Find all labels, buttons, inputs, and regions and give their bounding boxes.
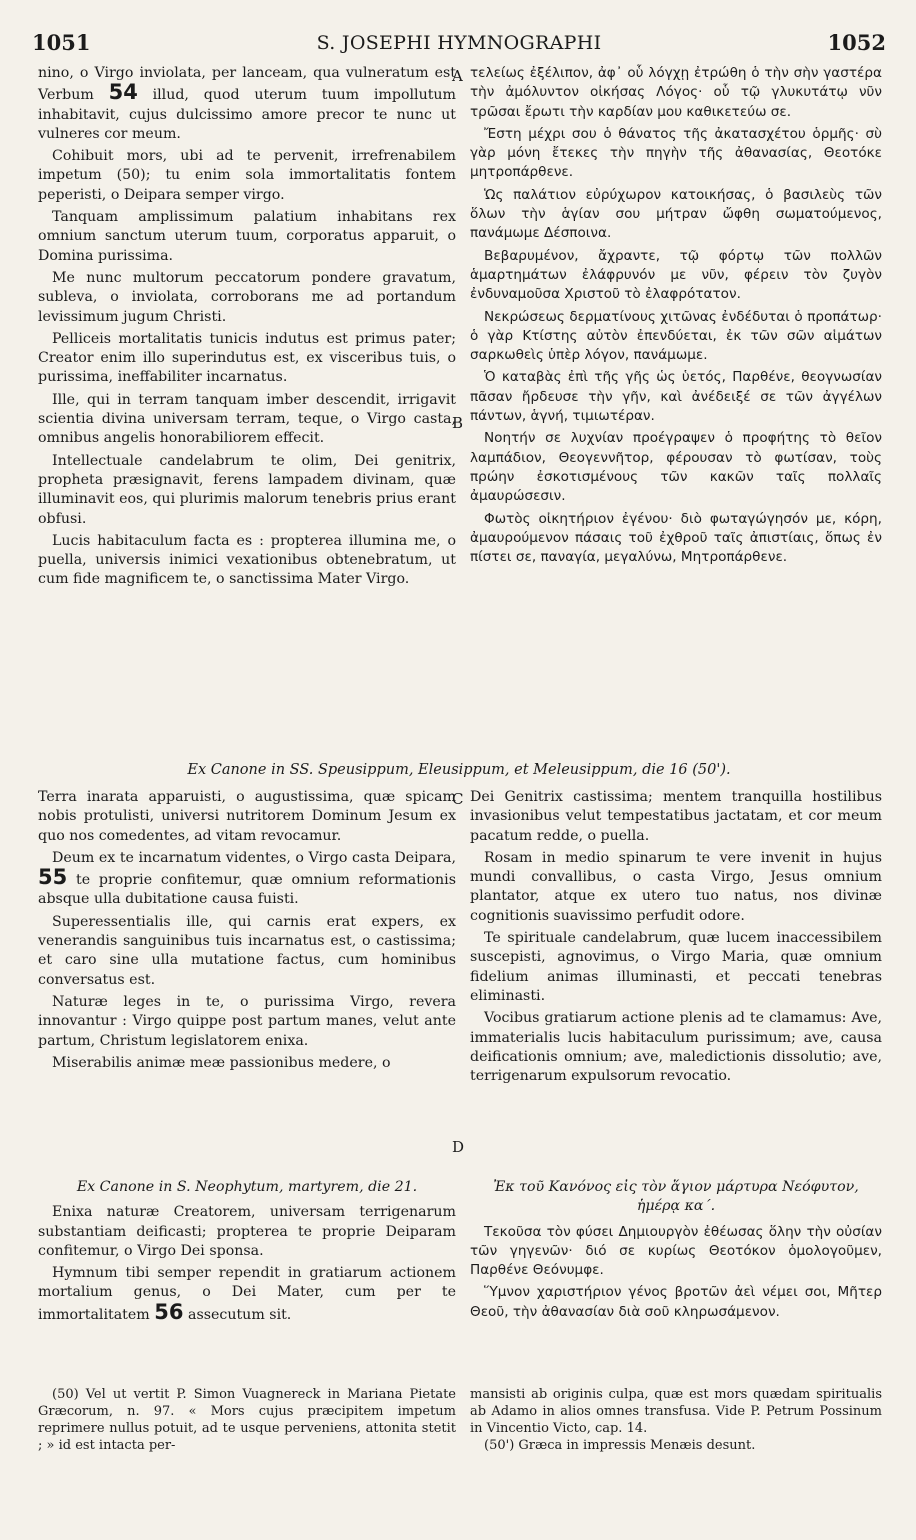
latin-paragraph: Intellectuale candelabrum te olim, Dei genitrix, propheta præsignavit, ferens lampadem divinam, quæ illuminavit eos, qui plurimis malorum tenebris prius erant obfusi. [38,452,456,527]
margin-marker-a: A [452,67,463,85]
latin-column-section3 [38,1174,456,1328]
latin-paragraph: Miserabilis animæ meæ passionibus medere, o [52,1054,391,1071]
running-title: S. JOSEPHI HYMNOGRAPHI [316,32,602,54]
greek-paragraph: Ὕμνον χαριστήριον γένος βροτῶν ἀεὶ νέμει σοι, Μῆτερ Θεοῦ, τὴν ἀθανασίαν διὰ σοῦ κληρωσάμενον. [470,1284,882,1320]
latin-paragraph: Ille, qui in terram tanquam imber descendit, irrigavit scientia divina universam terram, teque, o Virgo casta, omnibus angelis honorabiliorem effecit. [38,391,456,447]
footnote-left [38,1386,456,1454]
page-number-left: 1051 [32,30,91,55]
latin-paragraph: Terra inarata apparuisti, o augustissima, quæ spicam nobis protulisti, universi nutritorem Dominum Jesum ex quo nos comedentes, ad vitam revocamur. [38,789,456,844]
footnote-50: (50) Vel ut vertit P. Simon Vuagnereck in Mariana Pietate Græcorum, n. 97. « Mors cujus præcipitem impetum reprimere nullus potuit, ad te usque perveniens, attonita stetit ; » id est intacta per- [38,1387,456,1453]
latin-paragraph: nino, o Virgo inviolata, per lanceam, qua vulneratum est Verbum 54 illud, quod uterum tuum impollutum inhabitavit, cujus dulcissimo amore precor te nunc ut vulneres cor meum. [38,65,457,142]
latin-paragraph: Superessentialis ille, qui carnis erat expers, ex venerandis sanguinibus tuis incarnatus est, o castissima; et caro sine ulla mutatione factus, cum hominibus conversatus est. [38,913,456,988]
margin-marker-d: D [452,1138,465,1156]
greek-paragraph: Τεκοῦσα τὸν φύσει Δημιουργὸν ἐθέωσας ὅλην τὴν οὐσίαν τῶν γηγενῶν· διό σε κυρίως Θεοτόκον ὁμολογοῦμεν, Παρθένε Θεόνυμφε. [470,1223,882,1279]
greek-column-section3 [470,1174,882,1325]
greek-paragraph: Ὁ καταβὰς ἐπὶ τῆς γῆς ὡς ὑετός, Παρθένε, θεογνωσίαν πᾶσαν ἤρδευσε τὴν γῆν, καὶ ἀνέδειξέ σε τῶν ἀγγέλων πάντων, ἁγνή, τιμιωτέραν. [470,369,882,425]
greek-paragraph: Νεκρώσεως δερματίνους χιτῶνας ἐνδέδυται ὁ προπάτωρ· ὁ γὰρ Κτίστης αὐτὸν ἐπενδύεται, ἐκ τῶν σῶν αἱμάτων σαρκωθεὶς ὑπὲρ λόγον, πανάμωμε. [470,308,882,364]
latin-paragraph: Rosam in medio spinarum te vere invenit in hujus mundi convallibus, o casta Virgo, Jesus omnium plantator, atque ex utero tuo natus, nos divinæ cognitionis suavissimo perfudit odore. [470,849,882,924]
latin-paragraph: Hymnum tibi semper rependit in gratiarum actionem mortalium genus, o Dei Mater, cum per te immortalitatem 56 assecutum sit. [38,1265,456,1324]
greek-column-section1 [470,64,882,570]
footnote-right [470,1386,882,1454]
inline-number: 56 [154,1299,184,1324]
greek-paragraph: Ὡς παλάτιον εὐρύχωρον κατοικήσας, ὁ βασιλεὺς τῶν ὅλων τὴν ἁγίαν σου μήτραν ὤφθη σωματούμενος, πανάμωμε Δέσποινα. [470,186,882,242]
section-title-speusippum: Ex Canone in SS. Speusippum, Eleusippum, et Meleusippum, die 16 (50'). [187,762,731,778]
latin-paragraph: Dei Genitrix castissima; mentem tranquilla hostilibus invasionibus velut tempestatibus jactatam, et cor meum pacatum redde, o puella. [470,789,882,844]
page-number-right: 1052 [827,30,886,55]
latin-paragraph: Cohibuit mors, ubi ad te pervenit, irrefrenabilem impetum (50); tu enim sola immortalitatis fontem peperisti, o Deipara semper virgo. [38,148,456,203]
greek-paragraph: Ἔστη μέχρι σου ὁ θάνατος τῆς ἀκατασχέτου ὁρμῆς· σὺ γὰρ μόνη ἔτεκες τὴν πηγὴν τῆς ἀθανασίας, Θεοτόκε μητροπάρθενε. [470,125,882,181]
latin-column-section2-right [470,788,882,1089]
section-title-neophytum-latin: Ex Canone in S. Neophytum, martyrem, die 21. [76,1179,418,1195]
latin-paragraph: Enixa naturæ Creatorem, universam terrigenarum substantiam deificasti; propterea te proprie Deiparam confitemur, o Virgo Dei sponsa. [38,1204,456,1259]
latin-paragraph: Te spirituale candelabrum, quæ lucem inaccessibilem suscepisti, agnovimus, o Virgo Maria, quæ omnium fidelium animas illuminasti, et peccati tenebras eliminasti. [470,930,882,1004]
latin-column-section2-left [38,788,456,1076]
latin-paragraph: Tanquam amplissimum palatium inhabitans rex omnium sanctum uterum tuum, corporatus apparuit, o Domina purissima. [38,209,456,264]
greek-paragraph: τελείως ἐξέλιπον, ἀφ᾽ οὗ λόγχῃ ἐτρώθη ὁ τὴν σὴν γαστέρα τὴν ἀμόλυντον οἰκήσας Λόγος· οὗ τῷ γλυκυτάτῳ νῦν τρῶσαι ἔρωτι τὴν καρδίαν μου καθικετεύω σε. [470,65,882,120]
latin-paragraph: Naturæ leges in te, o purissima Virgo, revera innovantur : Virgo quippe post partum manes, velut ante partum, Christum legislatorem enixa. [38,993,456,1049]
inline-number: 54 [108,80,138,105]
greek-paragraph: Νοητήν σε λυχνίαν προέγραψεν ὁ προφήτης τὸ θεῖον λαμπάδιον, Θεογεννῆτορ, φέρουσαν τὸ φωτίσαν, τοὺς πρώην ἐσκοτισμένους τῶν κακῶν ταῖς πολλαῖς ἀμαυρώσεσιν. [470,430,882,505]
latin-paragraph: Me nunc multorum peccatorum pondere gravatum, subleva, o inviolata, corroborans me ad portandum levissimum jugum Christi. [38,269,456,325]
footnote-50-continued: mansisti ab originis culpa, quæ est mors quædam spiritualis ab Adamo in alios omnes transfusa. Vide P. Petrum Possinum in Vincentio Victo, cap. 14. [470,1387,882,1436]
latin-paragraph: Vocibus gratiarum actione plenis ad te clamamus: Ave, immaterialis lucis habitaculum purissimum; ave, causa deificationis omnium; ave, maledictionis dissolutio; ave, terrigenarum expulsorum revocatio. [470,1010,882,1085]
inline-number: 55 [38,865,68,890]
latin-paragraph: Deum ex te incarnatum videntes, o Virgo casta Deipara, 55 te proprie confitemur, quæ omnium reformationis absque ulla dubitatione causa fuisti. [38,849,456,908]
greek-paragraph: Φωτὸς οἰκητήριον ἐγένου· διὸ φωταγώγησόν με, κόρη, ἀμαυρούμενον πάσαις τοῦ ἐχθροῦ ταῖς ἀπιστίαις, ὅπως ἐν πίστει σε, παναγία, μεγαλύνω, Μητροπάρθενε. [470,510,882,566]
margin-marker-b: B [452,414,464,432]
greek-paragraph: Βεβαρυμένον, ἄχραντε, τῷ φόρτῳ τῶν πολλῶν ἁμαρτημάτων ἐλάφρυνόν με νῦν, φέρειν τὸν ζυγὸν ἐνδυναμοῦσα Χριστοῦ τὸ ἐλαφρότατον. [470,247,882,303]
latin-paragraph: Pelliceis mortalitatis tunicis indutus est primus pater; Creator enim illo superindutus est, ex visceribus tuis, o purissima, ineffabiliter incarnatus. [38,330,456,386]
section-title-neophytum-greek: Ἐκ τοῦ Κανόνος εἰς τὸν ἅγιον μάρτυρα Νεόφυτον, ἡμέρᾳ κα΄. [493,1179,859,1215]
margin-marker-c: C [452,790,464,808]
latin-column-section1 [38,64,456,593]
footnote-50prime: (50') Græca in impressis Menæis desunt. [484,1438,756,1453]
latin-paragraph: Lucis habitaculum facta es : propterea illumina me, o puella, universis inimici vexationibus obtenebratum, ut cum fide magnificem te, o sanctissima Mater Virgo. [38,532,456,588]
running-header [32,30,886,60]
